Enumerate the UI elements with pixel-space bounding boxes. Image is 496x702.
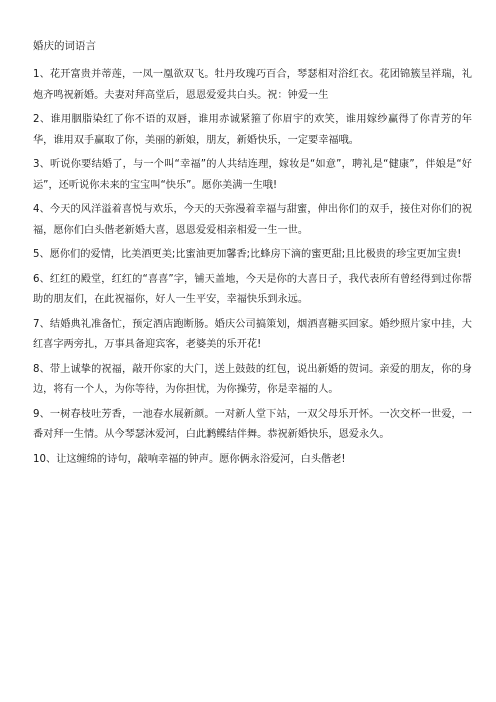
paragraph-1: 1、花开富贵并蒂莲，一凤一凰欲双飞。牡丹玫瑰巧百合，琴瑟相对浴红衣。花团锦簇呈祥瑞，礼炮齐鸣祝新婚。夫妻对拜高堂后，恩恩爱爱共白头。祝：钟爱一生	[33, 69, 472, 101]
paragraph-7: 7、结婚典礼准备忙，预定酒店跑断肠。婚庆公司搞策划，烟酒喜糖买回家。婚纱照片家中挂，大红喜字两旁扎，万事具备迎宾客，老婆美的乐开花!	[33, 318, 472, 350]
document-title: 婚庆的词语言	[33, 40, 96, 52]
paragraph-8: 8、带上诚挚的祝福，敲开你家的大门，送上鼓鼓的红包，说出新婚的贺词。亲爱的朋友，你的身边，将有一个人，为你等待，为你担忧，为你操劳，你是幸福的人。	[33, 363, 472, 395]
paragraph-10: 10、让这缠绵的诗句，敲响幸福的钟声。愿你俩永浴爱河，白头偕老!	[33, 453, 346, 465]
paragraph-2: 2、谁用胭脂染红了你不语的双唇，谁用赤诚紧箍了你眉宇的欢笑，谁用嫁纱赢得了你青芳的年华，谁用双手赢取了你，美丽的新娘，朋友，新婚快乐，一定要幸福哦。	[33, 114, 472, 146]
paragraph-4: 4、今天的风洋溢着喜悦与欢乐，今天的天弥漫着幸福与甜蜜，伸出你们的双手，接住对你们的祝福，愿你们白头偕老新婚大喜，恩恩爱爱相亲相爱一生一世。	[33, 204, 472, 236]
paragraph-5: 5、愿你们的爱情，比美酒更美;比蜜油更加馨香;比蜂房下滴的蜜更甜;且比极贵的珍宝更加宝贵!	[33, 249, 462, 260]
paragraph-6: 6、红红的殿堂，红红的“喜喜”字，铺天盖地，今天是你的大喜日子，我代表所有曾经得到过你帮助的朋友们，在此祝福你，好人一生平安，幸福快乐到永远。	[33, 273, 472, 305]
paragraph-9: 9、一树春枝吐芳香，一池春水展新颜。一对新人堂下站，一双父母乐开怀。一次交杯一世爱，一番对拜一生情。从今琴瑟沐爱河，白此鹣鲽结伴舞。恭祝新婚快乐，恩爱永久。	[33, 408, 472, 440]
paragraph-3: 3、听说你要结婚了，与一个叫“幸福”的人共结连理，嫁妆是“如意”，聘礼是“健康”，伴娘是“好运”，还听说你未来的宝宝叫“快乐”。愿你美满一生哦!	[33, 159, 472, 191]
